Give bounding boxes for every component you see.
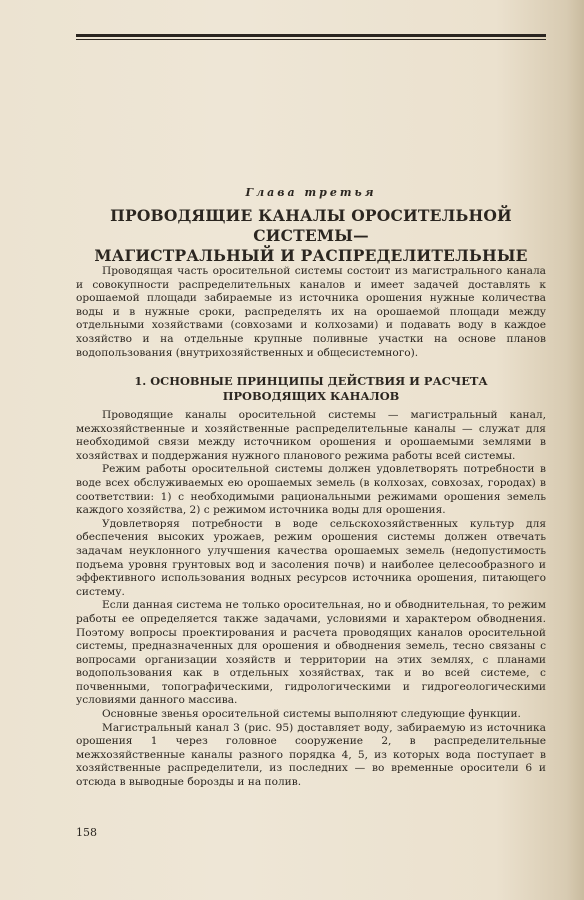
header-rule-thin — [76, 39, 546, 40]
intro-block — [76, 265, 546, 360]
body-text — [76, 409, 546, 790]
section-heading — [76, 374, 546, 404]
paragraph: Магистральный канал 3 (рис. 95) доставляет воду, забираемую из источника орошения 1 через головное сооружение 2, в распределительные межхозяйственные каналы разного порядка 4, 5, из которых вода поступает в хозяйственные распределители, из последних — во временные оросители 6 и отсюда в выводные борозды и на полив. — [76, 721, 546, 789]
page-number: 158 — [76, 826, 97, 839]
chapter-title-line-2: МАГИСТРАЛЬНЫЙ И РАСПРЕДЕЛИТЕЛЬНЫЕ — [94, 246, 528, 265]
chapter-title-line-1: ПРОВОДЯЩИЕ КАНАЛЫ ОРОСИТЕЛЬНОЙ СИСТЕМЫ— — [110, 206, 512, 245]
paragraph: Если данная система не только оросительная, но и обводнительная, то режим работы ее определяется также задачами, условиями и характером обводнения. Поэтому вопросы проектирования и расчета проводящих каналов оросительной системы, предназначенных для орошения и обводнения земель, тесно связаны с вопросами организации хозяйств и территории на этих землях, с планами водопользования как в отдельных хозяйствах, так и во всей системе, с почвенными, топографическими, гидрологическими и гидрогеологическими условиями данного массива. — [76, 599, 546, 707]
section-heading-line-1: 1. ОСНОВНЫЕ ПРИНЦИПЫ ДЕЙСТВИЯ И РАСЧЕТА — [134, 374, 488, 388]
paragraph: Проводящие каналы оросительной системы — магистральный канал, межхозяйственные и хозяйственные распределительные каналы — служат для необходимой связи между источником орошения и орошаемыми землями в хозяйствах и поддержания нужного планового режима работы всей системы. — [76, 409, 546, 462]
intro-paragraph: Проводящая часть оросительной системы состоит из магистрального канала и совокупности распределительных каналов и имеет задачей доставлять к орошаемой площади забираемые из источника орошения нужные количества воды и в нужные сроки, распределять их на орошаемой площади между отдельными хозяйствами (совхозами и колхозами) и подавать воду в каждое хозяйство и на отдельные крупные поливные участки на основе планов водопользования (внутрихозяйственных и общесистемного). — [76, 265, 546, 359]
chapter-title — [76, 206, 546, 266]
paragraph: Основные звенья оросительной системы выполняют следующие функции. — [102, 708, 521, 721]
section-heading-line-2: ПРОВОДЯЩИХ КАНАЛОВ — [222, 389, 400, 403]
header-rule-thick — [76, 34, 546, 37]
paragraph: Режим работы оросительной системы должен удовлетворять потребности в воде всех обслуживаемых ею орошаемых земель (в колхозах, совхозах, городах) в соответствии: 1) с необходимыми рациональными режимами орошения земель каждого хозяйства, 2) с режимом источника воды для орошения. — [76, 463, 546, 517]
paragraph: Удовлетворяя потребности в воде сельскохозяйственных культур для обеспечения высоких урожаев, режим орошения системы должен отвечать задачам неуклонного улучшения качества орошаемых земель (недопустимость подъема уровня грунтовых вод и засоления почв) и наиболее целесообразного и эффективного использования водных ресурсов источника орошения, питающего систему. — [76, 517, 546, 598]
chapter-label: Глава третья — [245, 186, 377, 199]
